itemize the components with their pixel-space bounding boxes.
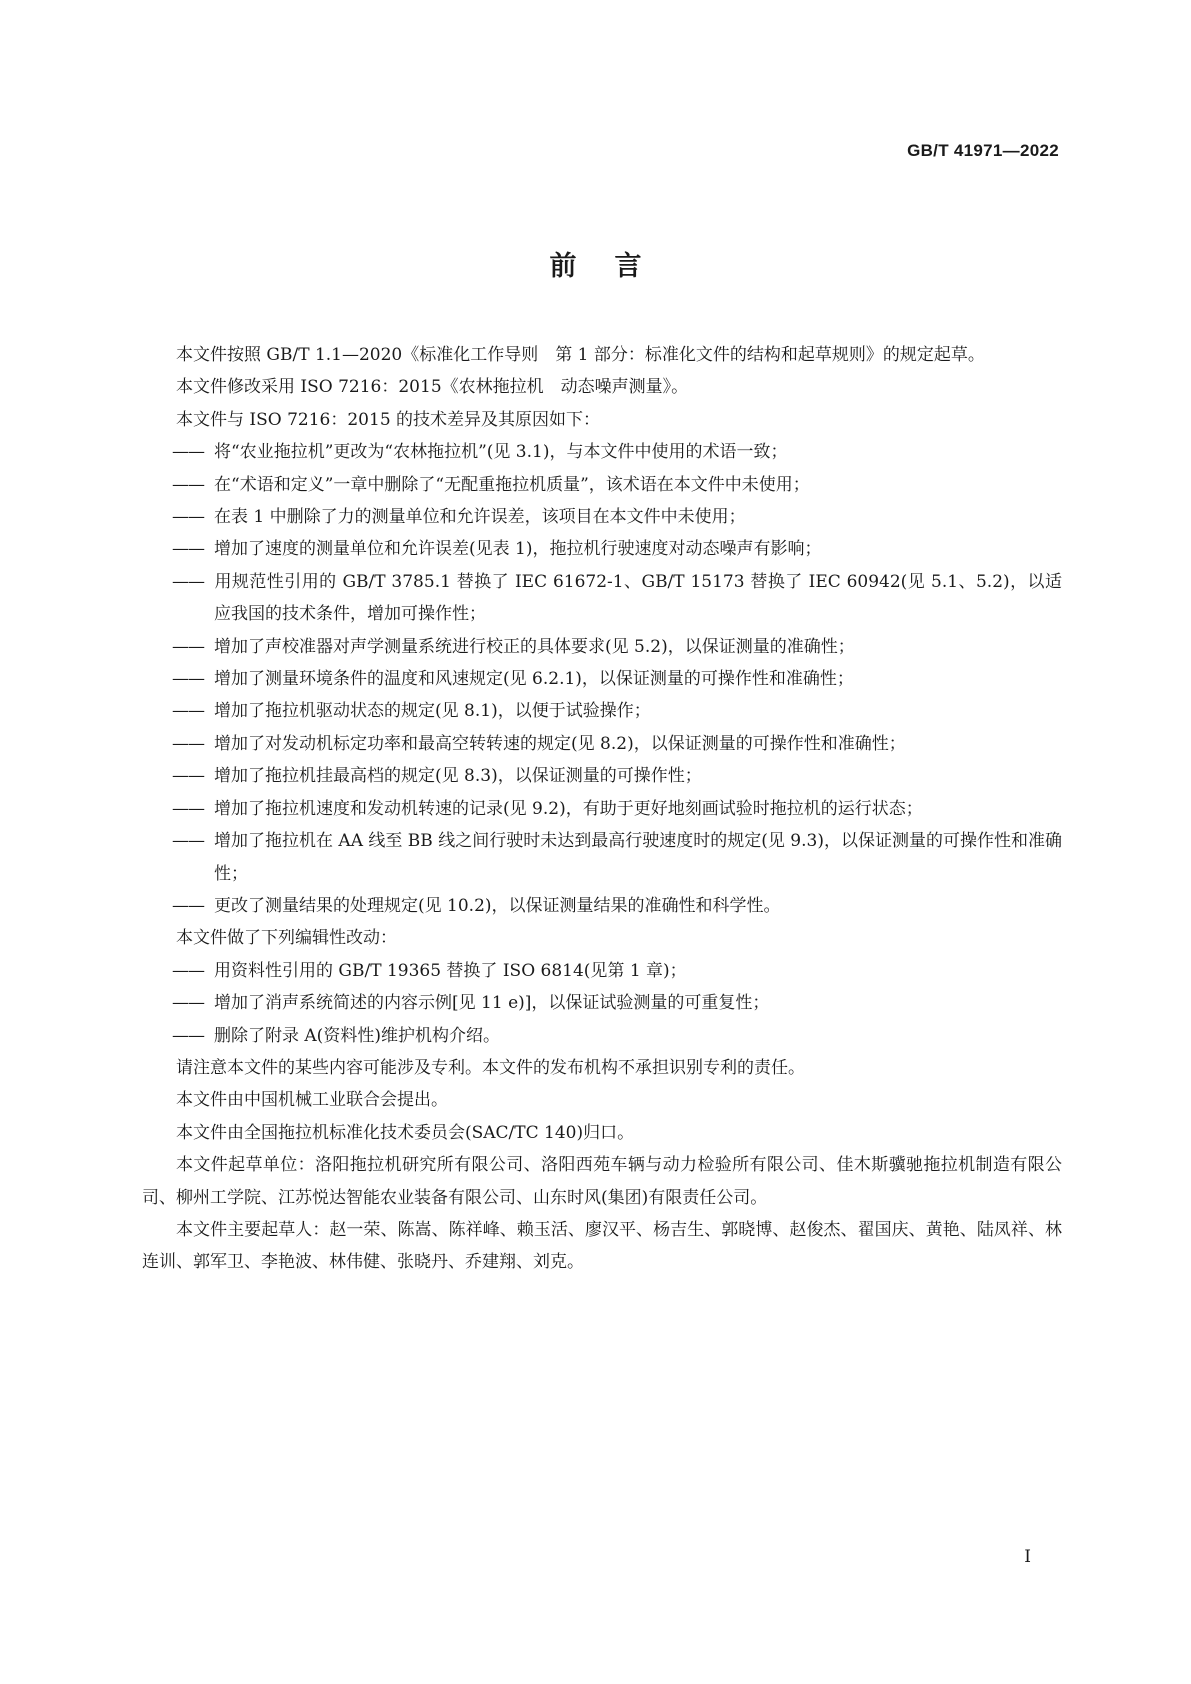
dash-marker: —— — [172, 507, 204, 528]
list-item — [142, 663, 1062, 695]
paragraph-patent-notice: 请注意本文件的某些内容可能涉及专利。本文件的发布机构不承担识别专利的责任。 — [176, 1057, 805, 1078]
paragraph-committee: 本文件由全国拖拉机标准化技术委员会(SAC/TC 140)归口。 — [176, 1122, 635, 1143]
list-item — [142, 501, 1062, 533]
list-item — [142, 436, 1062, 468]
list-item — [142, 955, 1062, 987]
list-item-text: 更改了测量结果的处理规定(见 10.2)，以保证测量结果的准确性和科学性。 — [214, 895, 781, 916]
editorial-changes-list — [142, 955, 1062, 1052]
list-item — [142, 1020, 1062, 1052]
list-item — [142, 890, 1062, 922]
list-item — [142, 728, 1062, 760]
list-item-text: 增加了速度的测量单位和允许误差(见表 1)，拖拉机行驶速度对动态噪声有影响； — [214, 539, 822, 560]
dash-marker: —— — [172, 571, 204, 592]
dash-marker: —— — [172, 701, 204, 722]
list-item-text: 增加了拖拉机在 AA 线至 BB 线之间行驶时未达到最高行驶速度时的规定(见 9.3)，以保证测量的可操作性和准确性； — [214, 831, 1062, 884]
dash-marker: —— — [172, 669, 204, 690]
dash-marker: —— — [172, 895, 204, 916]
foreword-body — [142, 339, 1062, 1279]
paragraph-proposer: 本文件由中国机械工业联合会提出。 — [176, 1090, 448, 1111]
list-item — [142, 695, 1062, 727]
list-item-text: 增加了消声系统简述的内容示例[见 11 e)]，以保证试验测量的可重复性； — [214, 993, 770, 1014]
dash-marker: —— — [172, 766, 204, 787]
list-item-text: 删除了附录 A(资料性)维护机构介绍。 — [214, 1025, 500, 1046]
paragraph-drafting-rules: 本文件按照 GB/T 1.1—2020《标准化工作导则 第 1 部分：标准化文件的结构和起草规则》的规定起草。 — [176, 345, 985, 365]
list-item — [142, 825, 1062, 890]
list-item-text: 用规范性引用的 GB/T 3785.1 替换了 IEC 61672-1、GB/T 15173 替换了 IEC 60942(见 5.1、5.2)，以适应我国的技术条件，增加可操作性； — [214, 571, 1062, 625]
dash-marker: —— — [172, 539, 204, 560]
paragraph-drafters: 本文件主要起草人：赵一荣、陈嵩、陈祥峰、赖玉活、廖汉平、杨吉生、郭晓博、赵俊杰、翟国庆、黄艳、陆凤祥、林连训、郭军卫、李艳波、林伟健、张晓丹、乔建翔、刘克。 — [142, 1219, 1062, 1273]
page-number: I — [1024, 1547, 1031, 1567]
standard-number: GB/T 41971—2022 — [907, 141, 1059, 160]
dash-marker: —— — [172, 474, 204, 495]
paragraph-drafting-units: 本文件起草单位：洛阳拖拉机研究所有限公司、洛阳西苑车辆与动力检验所有限公司、佳木斯骥驰拖拉机制造有限公司、柳州工学院、江苏悦达智能农业装备有限公司、山东时风(集团)有限责任公司。 — [142, 1155, 1062, 1208]
dash-marker: —— — [172, 442, 204, 463]
list-item-text: 增加了拖拉机速度和发动机转速的记录(见 9.2)，有助于更好地刻画试验时拖拉机的运行状态； — [214, 798, 923, 819]
page-title: 前言 — [549, 251, 680, 282]
list-item-text: 用资料性引用的 GB/T 19365 替换了 ISO 6814(见第 1 章)； — [214, 960, 687, 981]
list-item — [142, 469, 1062, 501]
list-item — [142, 566, 1062, 631]
dash-marker: —— — [172, 733, 204, 754]
paragraph-technical-differences-intro: 本文件与 ISO 7216：2015 的技术差异及其原因如下： — [176, 409, 601, 430]
list-item-text: 在“术语和定义”一章中删除了“无配重拖拉机质量”，该术语在本文件中未使用； — [214, 474, 810, 495]
list-item-text: 将“农业拖拉机”更改为“农林拖拉机”(见 3.1)，与本文件中使用的术语一致； — [214, 442, 788, 463]
dash-marker: —— — [172, 636, 204, 657]
list-item — [142, 533, 1062, 565]
list-item — [142, 631, 1062, 663]
list-item-text: 在表 1 中删除了力的测量单位和允许误差，该项目在本文件中未使用； — [214, 507, 746, 528]
dash-marker: —— — [172, 993, 204, 1014]
technical-differences-list — [142, 436, 1062, 922]
dash-marker: —— — [172, 831, 204, 852]
list-item — [142, 987, 1062, 1019]
list-item-text: 增加了拖拉机挂最高档的规定(见 8.3)，以保证测量的可操作性； — [214, 766, 702, 787]
list-item — [142, 760, 1062, 792]
list-item — [142, 793, 1062, 825]
dash-marker: —— — [172, 798, 204, 819]
list-item-text: 增加了拖拉机驱动状态的规定(见 8.1)，以便于试验操作； — [214, 701, 651, 722]
list-item-text: 增加了声校准器对声学测量系统进行校正的具体要求(见 5.2)，以保证测量的准确性； — [214, 636, 855, 657]
dash-marker: —— — [172, 960, 204, 981]
paragraph-adoption: 本文件修改采用 ISO 7216：2015《农林拖拉机 动态噪声测量》。 — [176, 377, 689, 398]
paragraph-editorial-changes-intro: 本文件做了下列编辑性改动： — [176, 928, 397, 949]
dash-marker: —— — [172, 1025, 204, 1046]
list-item-text: 增加了对发动机标定功率和最高空转转速的规定(见 8.2)，以保证测量的可操作性和准确性； — [214, 733, 906, 754]
list-item-text: 增加了测量环境条件的温度和风速规定(见 6.2.1)，以保证测量的可操作性和准确性； — [214, 669, 854, 690]
